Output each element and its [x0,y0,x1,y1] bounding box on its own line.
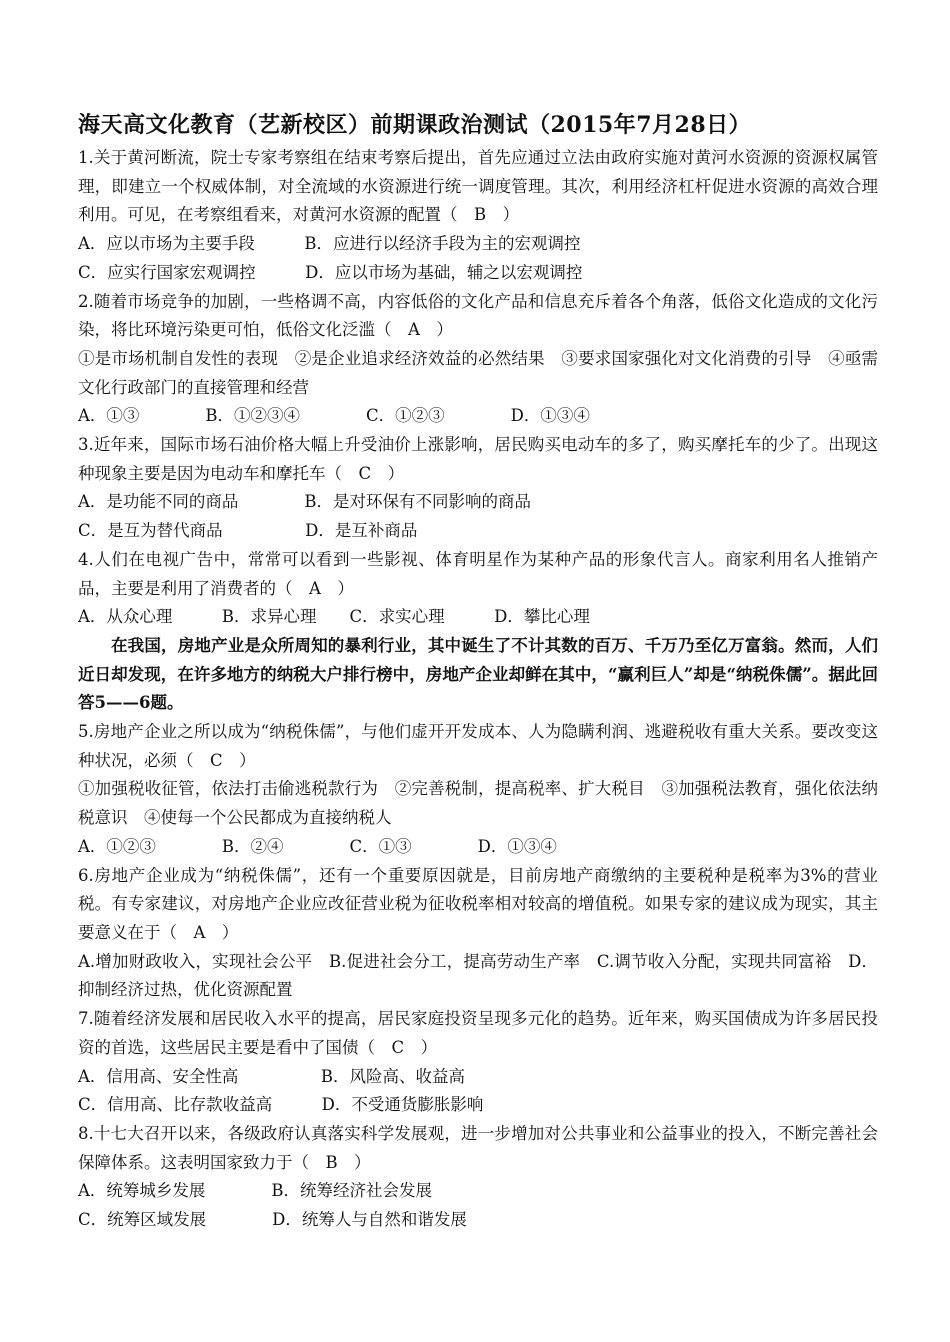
answer-options-row: A．①③ B．①②③④ C．①②③ D．①③④ [78,406,590,426]
question-stem: 7.随着经济发展和居民收入水平的提高，居民家庭投资呈现多元化的趋势。近年来，购买国债成为许多居民投资的首选，这些居民主要是看中了国债（ C ） [78,1009,878,1057]
reading-material: 在我国，房地产业是众所周知的暴利行业，其中诞生了不计其数的百万、千万乃至亿万富翁。然而，人们近日却发现，在许多地方的纳税大户排行榜中，房地产企业却鲜在其中，“赢利巨人”却是“纳税侏儒”。据此回答5——6题。 [78,635,878,713]
question-stem: 5.房地产企业之所以成为“纳税侏儒”，与他们虚开开发成本、人为隐瞒利润、逃避税收有重大关系。要改变这种状况，必须（ C ） [78,722,878,770]
question-stem: 8.十七大召开以来，各级政府认真落实科学发展观，进一步增加对公共事业和公益事业的投入，不断完善社会保障体系。这表明国家致力于（ B ） [78,1123,878,1172]
statement-options: ①加强税收征管，依法打击偷逃税款行为 ②完善税制，提高税率、扩大税目 ③加强税法教育，强化依法纳税意识 ④使每一个公民都成为直接纳税人 [78,779,878,828]
question-2 [78,288,878,432]
question-stem: 4.人们在电视广告中，常常可以看到一些影视、体育明星作为某种产品的形象代言人。商家利用名人推销产品，主要是利用了消费者的（ A ） [78,549,878,598]
answer-options: A.增加财政收入，实现社会公平 B.促进社会分工，提高劳动生产率 C.调节收入分配，实现共同富裕 D．抑制经济过热，优化资源配置 [78,951,878,1000]
statement-options: ①是市场机制自发性的表现 ②是企业追求经济效益的必然结果 ③要求国家强化对文化消费的引导 ④亟需文化行政部门的直接管理和经营 [78,348,878,397]
question-stem: 6.房地产企业成为“纳税侏儒”，还有一个重要原因就是，目前房地产商缴纳的主要税种是税率为3%的营业税。有专家建议，对房地产企业应改征营业税为征收税率相对较高的增值税。如果专家的建议成为现实，其主要意义在于（ A ） [78,865,878,942]
question-6 [78,862,878,1006]
question-7 [78,1005,878,1120]
answer-options-row: A．是功能不同的商品 B．是对环保有不同影响的商品 [78,492,532,512]
exam-title: 海天高文化教育（艺新校区）前期课政治测试（2015年7月28日） [78,112,752,138]
answer-options-row: C．统筹区域发展 D．统筹人与自然和谐发展 [78,1210,467,1230]
question-1 [78,144,878,288]
question-stem: 3.近年来，国际市场石油价格大幅上升受油价上涨影响，居民购买电动车的多了，购买摩托车的少了。出现这种现象主要是因为电动车和摩托车（ C ） [78,435,878,483]
answer-options-row: A．①②③ B．②④ C．①③ D．①③④ [78,836,557,856]
question-3 [78,431,878,546]
answer-options-row: C．应实行国家宏观调控 D．应以市场为基础，辅之以宏观调控 [78,262,583,282]
question-stem: 2.随着市场竞争的加剧，一些格调不高，内容低俗的文化产品和信息充斥着各个角落，低俗文化造成的文化污染，将比环境污染更可怕，低俗文化泛滥（ A ） [78,291,878,340]
answer-options-row: A．应以市场为主要手段 B．应进行以经济手段为主的宏观调控 [78,234,581,254]
question-5 [78,718,878,862]
answer-options-row: A．从众心理 B．求异心理 C．求实心理 D．攀比心理 [78,607,590,627]
question-stem: 1.关于黄河断流，院士专家考察组在结束考察后提出，首先应通过立法由政府实施对黄河水资源的资源权属管理，即建立一个权威体制，对全流域的水资源进行统一调度管理。其次，利用经济杠杆促进水资源的高效合理利用。可见，在考察组看来，对黄河水资源的配置（ B ） [78,148,878,225]
exam-page [78,108,878,1235]
answer-options-row: C．是互为替代商品 D．是互补商品 [78,521,418,541]
answer-options-row: A．统筹城乡发展 B．统筹经济社会发展 [78,1181,433,1201]
question-8 [78,1120,878,1235]
question-4 [78,546,878,632]
answer-options-row: C．信用高、比存款收益高 D．不受通货膨胀影响 [78,1095,484,1115]
answer-options-row: A．信用高、安全性高 B．风险高、收益高 [78,1066,466,1086]
